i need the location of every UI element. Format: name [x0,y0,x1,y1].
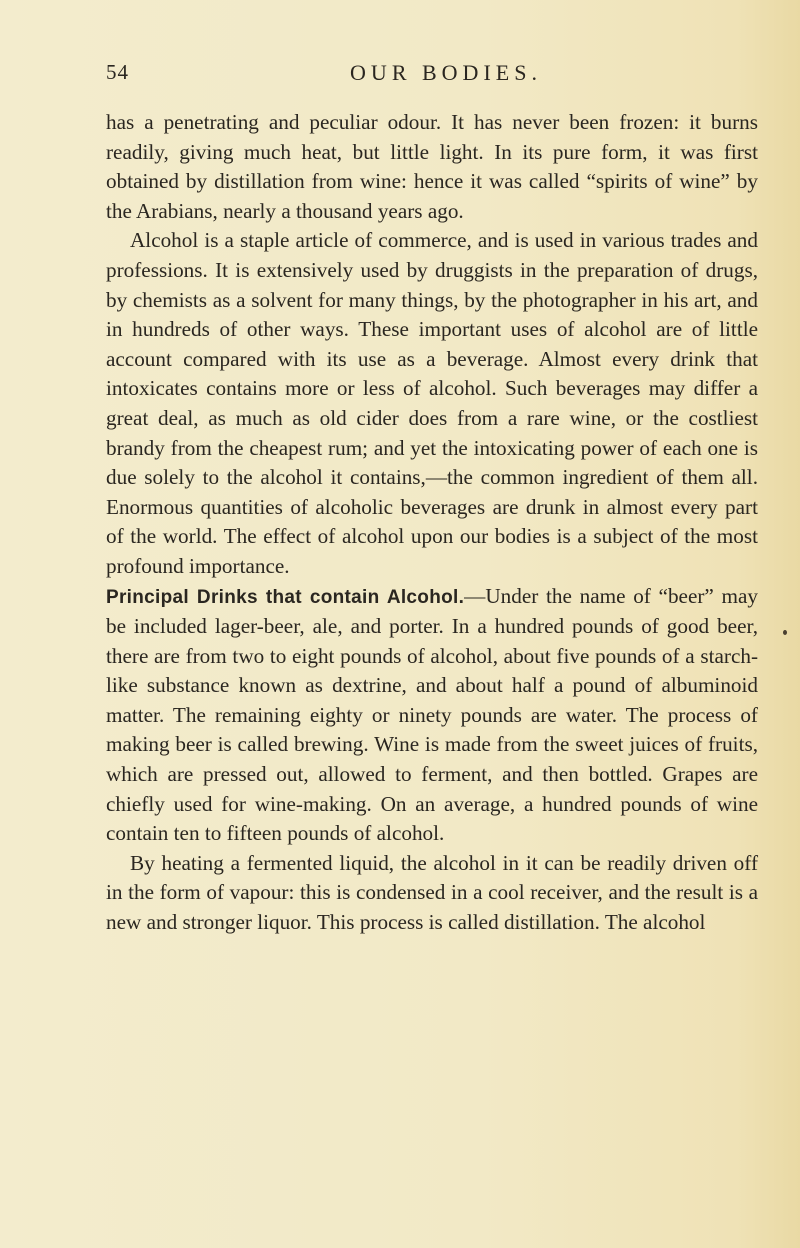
running-head: OUR BODIES. [350,60,542,85]
paragraph: has a penetrating and peculiar odour. It has never been frozen: it burns readily, giving much heat, but little light. In its pure form, it was first obtained by distillation from wine: hence it was called “spirits of wine” by the Arabians, nearly a thousand years ago. [106,110,758,223]
ink-speck [783,630,787,635]
paragraph: By heating a fermented liquid, the alcohol in it can be readily driven off in the form of vapour: this is condensed in a cool receiver, and the result is a new and stronger liquor. This process is called distillation. The alcohol [106,850,758,935]
paragraph-with-heading [106,582,758,849]
section-heading: Principal Drinks that contain Alcohol. [106,586,465,608]
paragraph-text: —Under the name of “beer” may be included lager-beer, ale, and porter. In a hundred pounds of good beer, there are from two to eight pounds of alcohol, about five pounds of a starch-like substance known as dextrine, and about half a pound of albuminoid matter. The remaining eighty or ninety pounds are water. The process of making beer is called brewing. Wine is made from the sweet juices of fruits, which are pressed out, allowed to ferment, and then bottled. Grapes are chiefly used for wine-making. On an average, a hundred pounds of wine contain ten to fifteen pounds of alcohol. [106,583,758,846]
body-text [106,108,758,938]
page-number: 54 [106,60,129,84]
paragraph: Alcohol is a staple article of commerce, and is used in various trades and professions. It is extensively used by druggists in the preparation of drugs, by chemists as a solvent for many things, by the photographer in his art, and in hundreds of other ways. These important uses of alcohol are of little account compared with its use as a beverage. Almost every drink that intoxicates contains more or less of alcohol. Such beverages may differ a great deal, as much as old cider does from a rare wine, or the costliest brandy from the cheapest rum; and yet the intoxicating power of each one is due solely to the alcohol it contains,—the common ingredient of them all. Enormous quantities of alcoholic beverages are drunk in almost every part of the world. The effect of alcohol upon our bodies is a subject of the most profound importance. [106,228,758,578]
page-header [106,60,756,94]
